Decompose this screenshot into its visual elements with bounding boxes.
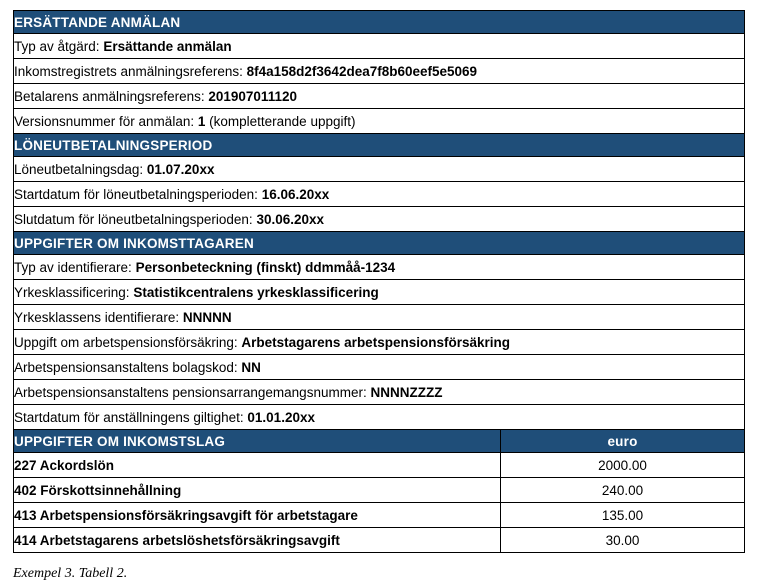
field-value: 01.01.20xx [247, 409, 315, 425]
income-type-label: 414 Arbetstagarens arbetslöshetsförsäkringsavgift [14, 528, 501, 553]
document-body [13, 10, 744, 553]
field-label: Arbetspensionsanstaltens pensionsarrangemangsnummer: [14, 384, 367, 400]
income-type-label: 402 Förskottsinnehållning [14, 478, 501, 503]
section-title: UPPGIFTER OM INKOMSTTAGAREN [14, 232, 745, 255]
field-label: Startdatum för löneutbetalningsperioden: [14, 186, 258, 202]
table-row [14, 280, 745, 305]
field-value: NN [241, 359, 261, 375]
table-row [14, 503, 745, 528]
field-value: Personbeteckning (finskt) ddmmåå-1234 [135, 259, 396, 275]
field-value: Ersättande anmälan [103, 38, 232, 54]
income-type-label: 413 Arbetspensionsförsäkringsavgift för arbetstagare [14, 503, 501, 528]
field-value: Arbetstagarens arbetspensionsförsäkring [241, 334, 510, 350]
table-row [14, 330, 745, 355]
table-row [14, 157, 745, 182]
income-amount: 135.00 [501, 503, 745, 528]
table-body [14, 11, 745, 553]
section-header-row [14, 11, 745, 34]
table-row [14, 405, 745, 430]
table-row [14, 182, 745, 207]
section-header-row [14, 232, 745, 255]
table-row [14, 478, 745, 503]
field-label: Arbetspensionsanstaltens bolagskod: [14, 359, 238, 375]
income-amount: 2000.00 [501, 453, 745, 478]
field-label: Yrkesklassens identifierare: [14, 309, 180, 325]
field-value: NNNNN [182, 309, 232, 325]
field-value: 8f4a158d2f3642dea7f8b60eef5e5069 [246, 63, 478, 79]
field-label: Versionsnummer för anmälan: [14, 113, 195, 129]
section-header-row [14, 134, 745, 157]
field-value: 16.06.20xx [261, 186, 330, 202]
field-label: Betalarens anmälningsreferens: [14, 88, 205, 104]
table-row [14, 453, 745, 478]
table-row [14, 355, 745, 380]
table-row [14, 109, 745, 134]
table-row [14, 59, 745, 84]
field-label: Inkomstregistrets anmälningsreferens: [14, 63, 243, 79]
section-title: ERSÄTTANDE ANMÄLAN [14, 11, 745, 34]
field-label: Yrkesklassificering: [14, 284, 130, 300]
income-type-label: 227 Ackordslön [14, 453, 501, 478]
table-row [14, 380, 745, 405]
table-row [14, 255, 745, 280]
section-title: LÖNEUTBETALNINGSPERIOD [14, 134, 745, 157]
figure-caption: Exempel 3. Tabell 2. [13, 566, 128, 581]
report-table [13, 10, 745, 553]
field-value: 201907011120 [208, 88, 297, 104]
income-header-row [14, 430, 745, 453]
table-row [14, 305, 745, 330]
field-value: Statistikcentralens yrkesklassificering [133, 284, 379, 300]
income-amount: 240.00 [501, 478, 745, 503]
currency-column-header: euro [501, 430, 745, 453]
table-row [14, 207, 745, 232]
field-value: NNNNZZZZ [370, 384, 443, 400]
income-section-title: UPPGIFTER OM INKOMSTSLAG [14, 430, 501, 453]
field-label: Slutdatum för löneutbetalningsperioden: [14, 211, 253, 227]
field-value: 30.06.20xx [256, 211, 325, 227]
income-amount: 30.00 [501, 528, 745, 553]
table-row [14, 528, 745, 553]
field-label: Typ av identifierare: [14, 259, 132, 275]
table-row [14, 34, 745, 59]
field-value: 1 [197, 113, 206, 129]
field-label: Typ av åtgärd: [14, 38, 100, 54]
field-suffix: (kompletterande uppgift) [209, 113, 356, 129]
field-label: Löneutbetalningsdag: [14, 161, 144, 177]
field-label: Uppgift om arbetspensionsförsäkring: [14, 334, 238, 350]
table-row [14, 84, 745, 109]
field-value: 01.07.20xx [146, 161, 215, 177]
field-label: Startdatum för anställningens giltighet: [14, 409, 244, 425]
